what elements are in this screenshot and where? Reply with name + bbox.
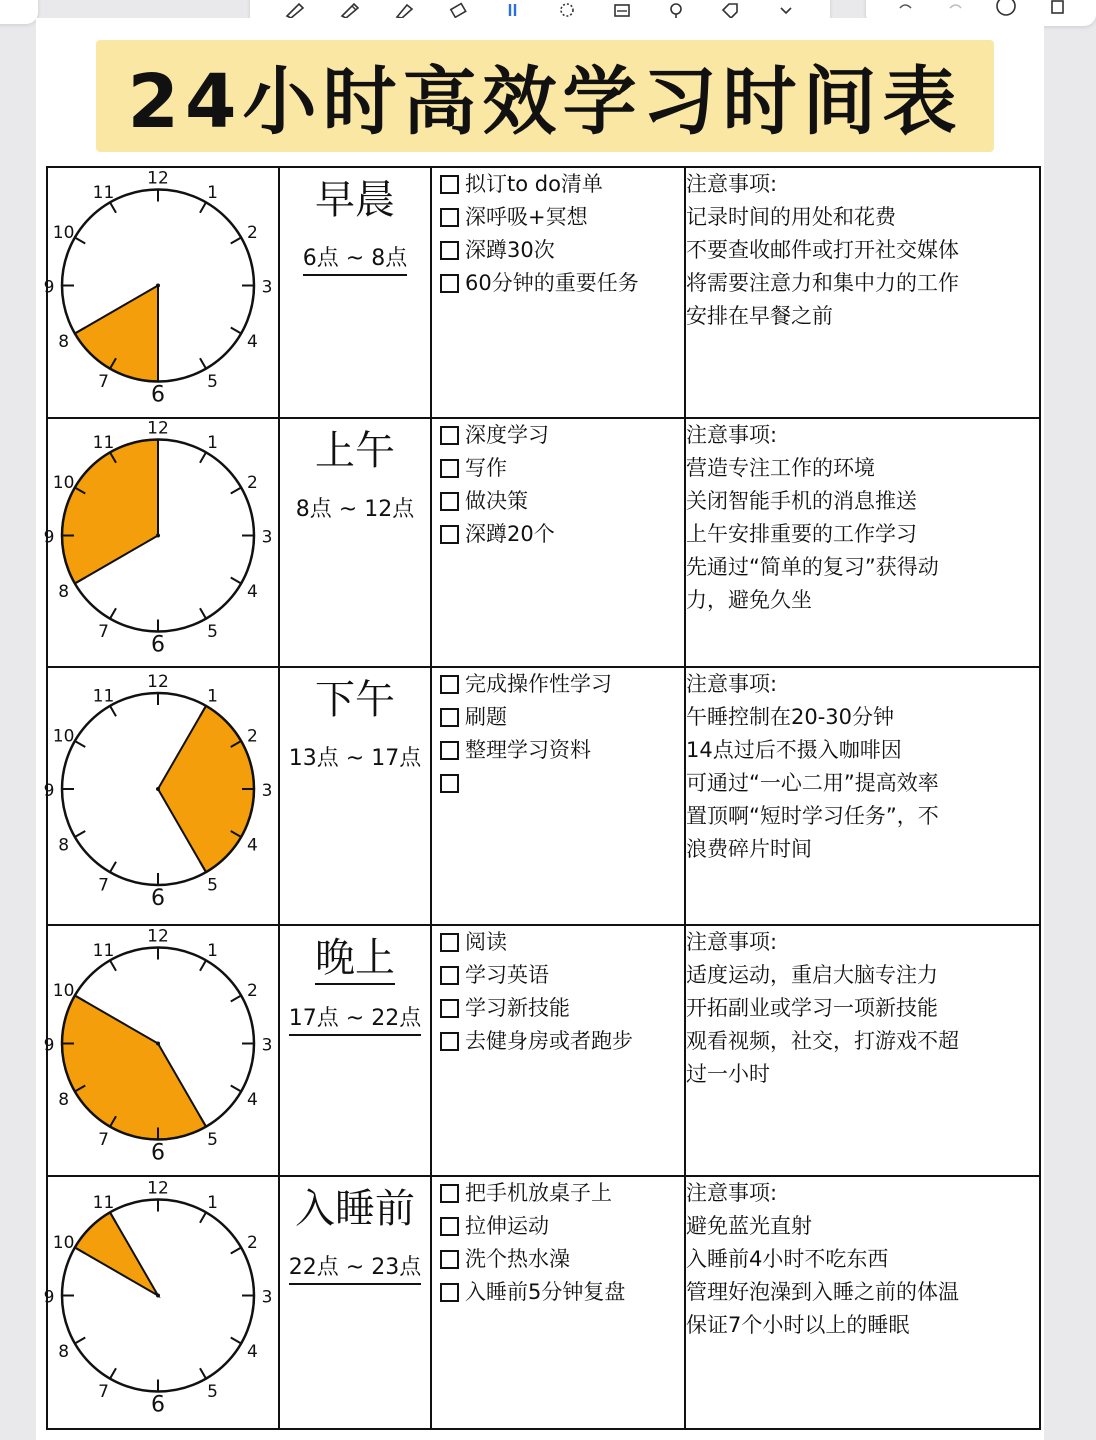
clock-number: 11 (92, 1193, 115, 1214)
time-wedge (62, 440, 158, 584)
title-banner (96, 40, 994, 152)
clock-number: 4 (246, 332, 258, 352)
clock-number: 2 (246, 473, 258, 493)
task-label: 洗个热水澡 (465, 1247, 570, 1271)
clock-number: 4 (246, 1342, 258, 1362)
checkbox-icon[interactable] (440, 241, 459, 260)
clock-center (156, 1042, 160, 1046)
schedule-row (47, 1176, 1040, 1429)
task-item (440, 734, 684, 767)
task-item (440, 485, 684, 518)
notes-cell (685, 925, 1040, 1176)
notes-heading: 注意事项: (686, 423, 778, 447)
clock-number: 9 (43, 1287, 55, 1308)
task-label: 刷题 (465, 705, 507, 729)
clock-number: 10 (52, 1233, 75, 1253)
task-item (440, 201, 684, 234)
note-line: 可通过“一心二用”提高效率 (686, 771, 939, 795)
period-time: 13点 ~ 17点 (288, 746, 422, 771)
tag-icon[interactable] (719, 4, 741, 18)
clock-number: 6 (151, 632, 165, 658)
checkbox-icon[interactable] (440, 274, 459, 293)
note-line: 午睡控制在20-30分钟 (686, 705, 895, 729)
schedule-table (43, 166, 1041, 1430)
checkbox-icon[interactable] (440, 525, 459, 544)
clock-number: 4 (246, 1090, 258, 1110)
period-time: 8点 ~ 12点 (295, 497, 415, 522)
note-line: 营造专注工作的环境 (686, 456, 875, 480)
clock-tick (75, 238, 85, 244)
period-time: 22点 ~ 23点 (289, 1250, 421, 1285)
task-label: 做决策 (465, 489, 528, 513)
notes-heading: 注意事项: (686, 1181, 778, 1205)
note-line: 力，避免久坐 (686, 588, 812, 612)
clock-number: 12 (147, 418, 169, 439)
clock-number: 9 (43, 781, 55, 801)
clock-cell (43, 418, 279, 667)
task-item (440, 1177, 684, 1210)
note-line: 关闭智能手机的消息推送 (686, 489, 917, 513)
period-name: 上午 (315, 428, 395, 474)
period-cell (279, 1176, 431, 1429)
clock-number: 12 (147, 672, 169, 692)
clock-number: 8 (58, 582, 70, 602)
clock-cell (43, 1176, 279, 1429)
period-name: 入睡前 (295, 1186, 415, 1232)
clock-number: 7 (98, 621, 109, 642)
lasso-icon[interactable] (502, 4, 524, 18)
text-icon[interactable] (611, 4, 633, 18)
clock-number: 1 (207, 1193, 218, 1214)
checkbox-icon[interactable] (440, 675, 459, 694)
clock-tick (231, 488, 241, 494)
clock-icon (43, 926, 278, 1175)
page-title: 24小时高效学习时间表 (127, 59, 963, 145)
clock-tick (231, 328, 241, 334)
time-wedge (158, 706, 254, 872)
task-item (440, 1243, 684, 1276)
task-list (432, 168, 684, 300)
note-line: 保证7个小时以上的睡眠 (686, 1313, 910, 1337)
task-item (440, 267, 684, 300)
task-cell (431, 418, 685, 667)
task-list (432, 419, 684, 551)
clock-number: 9 (43, 1035, 55, 1056)
clock-center (156, 787, 160, 791)
time-wedge (75, 286, 158, 382)
clock-number: 5 (207, 1381, 218, 1402)
clock-number: 5 (207, 371, 218, 392)
clock-center (156, 284, 160, 288)
task-item (440, 992, 684, 1025)
note-line: 浪费碎片时间 (686, 837, 812, 861)
checkbox-icon[interactable] (440, 1032, 459, 1051)
task-label: 学习新技能 (465, 996, 570, 1020)
schedule-row (47, 925, 1040, 1176)
notes-cell (685, 667, 1040, 925)
clock-number: 7 (98, 371, 109, 392)
clock-number: 11 (92, 183, 115, 204)
schedule-row (47, 667, 1040, 925)
clock-tick (231, 238, 241, 244)
clock-tick (75, 741, 85, 747)
notes-heading: 注意事项: (686, 672, 778, 696)
clock-number: 6 (151, 1392, 165, 1418)
task-label: 去健身房或者跑步 (465, 1029, 633, 1053)
clock-tick (200, 452, 206, 462)
clock-icon (43, 168, 278, 417)
time-wedge (62, 996, 206, 1140)
notes-cell (685, 167, 1040, 418)
note-line: 观看视频，社交，打游戏不超 (686, 1029, 959, 1053)
note-line: 过一小时 (686, 1062, 770, 1086)
clock-tick (200, 960, 206, 970)
clock-number: 8 (58, 332, 70, 352)
clock-number: 6 (151, 382, 165, 408)
clock-number: 1 (207, 433, 218, 454)
time-wedge (75, 1212, 158, 1295)
clock-tick (110, 608, 116, 618)
note-line: 置顶啊“短时学习任务”，不 (686, 804, 939, 828)
checkbox-icon[interactable] (440, 1283, 459, 1302)
checkbox-icon[interactable] (440, 741, 459, 760)
task-cell (431, 925, 685, 1176)
clock-number: 6 (151, 886, 165, 911)
checkbox-icon[interactable] (440, 1217, 459, 1236)
checkbox-icon[interactable] (440, 1250, 459, 1269)
clock-number: 8 (58, 1342, 70, 1362)
copy-icon[interactable] (1046, 0, 1068, 20)
checkbox-icon[interactable] (440, 208, 459, 227)
clock-number: 8 (58, 1090, 70, 1110)
clock-number: 3 (261, 527, 273, 548)
schedule-row (47, 167, 1040, 418)
task-item (440, 767, 684, 800)
task-label: 把手机放桌子上 (465, 1181, 612, 1205)
task-cell (431, 1176, 685, 1429)
notes-cell (685, 418, 1040, 667)
clock-number: 7 (98, 875, 109, 896)
clock-number: 9 (43, 277, 55, 298)
clock-number: 3 (261, 277, 273, 298)
clock-tick (231, 996, 241, 1002)
shapes-icon[interactable] (556, 4, 578, 18)
period-cell (279, 667, 431, 925)
note-line: 避免蓝光直射 (686, 1214, 812, 1238)
clock-number: 10 (52, 223, 75, 243)
clock-number: 1 (207, 941, 218, 962)
note-line: 上午安排重要的工作学习 (686, 522, 917, 546)
task-label: 入睡前5分钟复盘 (465, 1280, 626, 1304)
period-time: 17点 ~ 22点 (289, 1001, 421, 1036)
notes-heading: 注意事项: (686, 930, 778, 954)
period-name: 下午 (315, 677, 395, 723)
note-line: 先通过“简单的复习”获得动 (686, 555, 939, 579)
task-item (440, 1210, 684, 1243)
clock-number: 9 (43, 527, 55, 548)
clock-number: 12 (147, 168, 169, 189)
task-item (440, 419, 684, 452)
clock-number: 11 (92, 433, 115, 454)
clock-tick (231, 1248, 241, 1254)
task-label: 阅读 (465, 930, 507, 954)
image-icon[interactable] (665, 4, 687, 18)
checkbox-icon[interactable] (440, 708, 459, 727)
clock-tick (200, 1212, 206, 1222)
task-cell (431, 667, 685, 925)
clock-tick (200, 1368, 206, 1378)
clock-number: 2 (246, 726, 258, 747)
period-cell (279, 925, 431, 1176)
clock-tick (75, 1338, 85, 1344)
task-label: 深蹲30次 (465, 238, 555, 262)
clock-icon (43, 418, 278, 666)
clock-number: 1 (207, 183, 218, 204)
task-label: 学习英语 (465, 963, 549, 987)
schedule-row (47, 418, 1040, 667)
clock-number: 11 (92, 941, 115, 962)
period-time: 6点 ~ 8点 (303, 241, 407, 276)
clock-tick (110, 862, 116, 872)
checkbox-icon[interactable] (440, 933, 459, 952)
clock-number: 4 (246, 582, 258, 602)
checkbox-icon[interactable] (440, 966, 459, 985)
task-item (440, 668, 684, 701)
task-label: 深蹲20个 (465, 522, 555, 546)
clock-center (156, 534, 160, 538)
note-page (36, 18, 1044, 1440)
highlighter-icon[interactable] (393, 4, 415, 18)
clock-number: 2 (246, 1233, 258, 1253)
redo-icon[interactable] (945, 0, 967, 20)
clock-number: 7 (98, 1129, 109, 1150)
pencil-icon[interactable] (339, 4, 361, 18)
task-label: 拉伸运动 (465, 1214, 549, 1238)
clock-number: 12 (147, 1178, 169, 1199)
note-line: 安排在早餐之前 (686, 304, 833, 328)
clock-number: 7 (98, 1381, 109, 1402)
clock-tick (110, 1368, 116, 1378)
clock-number: 2 (246, 223, 258, 243)
task-item (440, 959, 684, 992)
note-line: 不要查收邮件或打开社交媒体 (686, 238, 959, 262)
task-label: 完成操作性学习 (465, 672, 612, 696)
period-name: 早晨 (315, 177, 395, 223)
note-line: 入睡前4小时不吃东西 (686, 1247, 889, 1271)
clock-number: 4 (246, 835, 258, 856)
task-label: 整理学习资料 (465, 738, 591, 762)
note-line: 将需要注意力和集中力的工作 (686, 271, 959, 295)
clock-tick (231, 1338, 241, 1344)
task-label: 60分钟的重要任务 (465, 271, 639, 295)
period-cell (279, 167, 431, 418)
back-tab[interactable] (0, 0, 38, 24)
checkbox-icon[interactable] (440, 492, 459, 511)
note-line: 管理好泡澡到入睡之前的体温 (686, 1280, 959, 1304)
clock-number: 1 (207, 686, 218, 707)
clock-number: 11 (92, 686, 115, 707)
eraser-icon[interactable] (447, 4, 469, 18)
clock-number: 3 (261, 1287, 273, 1308)
clock-number: 3 (261, 781, 273, 801)
note-line: 开拓副业或学习一项新技能 (686, 996, 938, 1020)
pen-icon[interactable] (284, 4, 306, 18)
clock-number: 10 (52, 726, 75, 747)
task-item (440, 1025, 684, 1058)
checkbox-icon[interactable] (440, 459, 459, 478)
clock-center (156, 1294, 160, 1298)
notes-cell (685, 1176, 1040, 1429)
note-line: 适度运动，重启大脑专注力 (686, 963, 938, 987)
checkbox-icon[interactable] (440, 999, 459, 1018)
clock-tick (231, 1086, 241, 1092)
clock-tick (110, 960, 116, 970)
clock-icon (43, 1177, 278, 1428)
task-list (432, 1177, 684, 1309)
more-icon[interactable] (774, 4, 796, 18)
clock-cell (43, 167, 279, 418)
clock-cell (43, 925, 279, 1176)
clock-tick (200, 202, 206, 212)
task-item (440, 168, 684, 201)
clock-tick (110, 202, 116, 212)
clock-number: 2 (246, 981, 258, 1001)
checkbox-icon[interactable] (440, 1184, 459, 1203)
clock-number: 5 (207, 875, 218, 896)
clock-number: 10 (52, 473, 75, 493)
task-cell (431, 167, 685, 418)
clock-number: 5 (207, 621, 218, 642)
period-name: 晚上 (315, 926, 395, 985)
account-icon[interactable] (995, 0, 1017, 20)
clock-cell (43, 667, 279, 925)
period-cell (279, 418, 431, 667)
clock-number: 5 (207, 1129, 218, 1150)
task-label: 写作 (465, 456, 507, 480)
task-item (440, 701, 684, 734)
task-item (440, 234, 684, 267)
note-line: 记录时间的用处和花费 (686, 205, 896, 229)
checkbox-icon[interactable] (440, 175, 459, 194)
clock-tick (231, 578, 241, 584)
clock-number: 12 (147, 926, 169, 947)
clock-number: 8 (58, 835, 70, 856)
clock-icon (43, 668, 278, 924)
task-list (432, 926, 684, 1058)
clock-tick (75, 831, 85, 837)
checkbox-icon[interactable] (440, 774, 459, 793)
clock-number: 3 (261, 1035, 273, 1056)
task-item (440, 1276, 684, 1309)
task-item (440, 518, 684, 551)
clock-tick (200, 358, 206, 368)
task-label: 拟订to do清单 (465, 172, 603, 196)
undo-icon[interactable] (894, 0, 916, 20)
task-label: 深度学习 (465, 423, 549, 447)
notes-heading: 注意事项: (686, 172, 778, 196)
clock-number: 10 (52, 981, 75, 1001)
clock-tick (110, 706, 116, 716)
clock-tick (200, 608, 206, 618)
task-item (440, 926, 684, 959)
task-label: 深呼吸+冥想 (465, 205, 588, 229)
clock-number: 6 (151, 1140, 165, 1166)
task-item (440, 452, 684, 485)
task-list (432, 668, 684, 800)
note-line: 14点过后不摄入咖啡因 (686, 738, 902, 762)
checkbox-icon[interactable] (440, 426, 459, 445)
